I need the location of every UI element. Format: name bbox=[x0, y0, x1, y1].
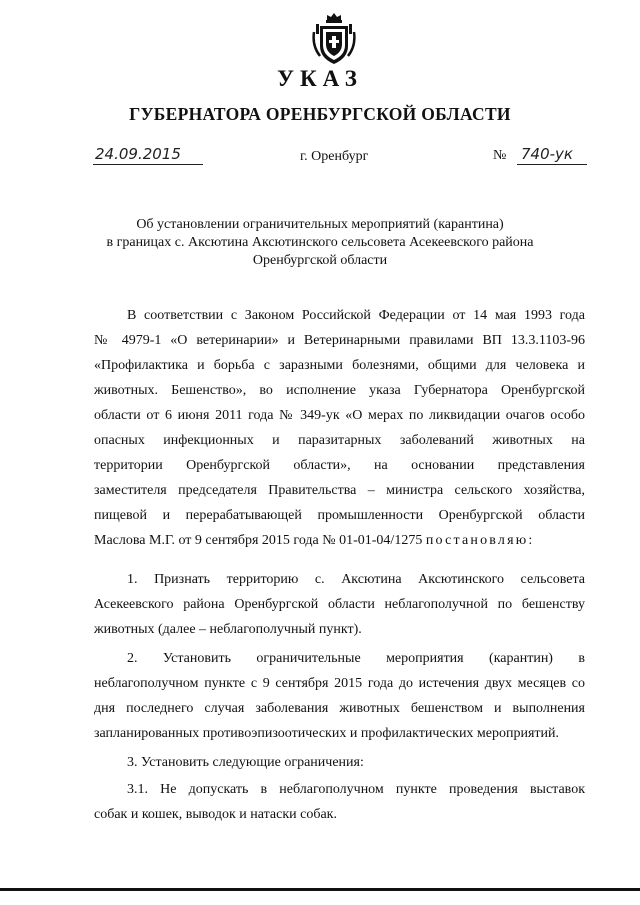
document-subtitle: ГУБЕРНАТОРА ОРЕНБУРГСКОЙ ОБЛАСТИ bbox=[129, 104, 511, 124]
decree-date-field bbox=[93, 146, 203, 165]
paragraph-line: заместителя председателя Правительства – министра сельского хозяйства, bbox=[94, 483, 585, 498]
paragraph-line: № 4979-1 «О ветеринарии» и Ветеринарными правилами ВП 13.3.1103-96 bbox=[94, 333, 585, 348]
heading-line: Оренбургской области bbox=[252, 253, 388, 268]
decree-number: 740-ук bbox=[521, 145, 573, 163]
preamble-paragraph bbox=[94, 303, 585, 553]
decree-date: 24.09.2015 bbox=[95, 145, 181, 163]
decree-heading bbox=[90, 216, 550, 270]
paragraph-line: В соответствии с Законом Российской Федерации от 14 мая 1993 года bbox=[127, 308, 585, 323]
decree-city: г. Оренбург bbox=[300, 149, 369, 164]
paragraph-line: неблагополучном пункте с 9 сентября 2015 года до истечения двух месяцев со bbox=[94, 676, 585, 691]
document-title: УКАЗ bbox=[277, 66, 363, 91]
paragraph-line: опасных инфекционных и паразитарных заболеваний животных на bbox=[94, 433, 585, 448]
coat-of-arms-emblem bbox=[312, 12, 356, 66]
paragraph-line: территории Оренбургской области», на основании представления bbox=[94, 458, 585, 473]
paragraph-line: 1. Признать территорию с. Аксютина Аксютинского сельсовета bbox=[127, 572, 585, 587]
number-sign: № bbox=[493, 148, 507, 163]
paragraph-line: животных. Бешенство», во исполнение указа Губернатора Оренбургской bbox=[94, 383, 585, 398]
decree-number-field bbox=[493, 146, 593, 164]
paragraph-line: Асекеевского района Оренбургской области неблагополучной по бешенству bbox=[94, 597, 585, 612]
decree-word: постановляю: bbox=[425, 533, 535, 548]
paragraph-line: 3. Установить следующие ограничения: bbox=[127, 755, 364, 770]
item-1-paragraph bbox=[94, 567, 585, 642]
decree-number-underline bbox=[517, 146, 587, 165]
paragraph-line: пищевой и перерабатывающей промышленности Оренбургской области bbox=[94, 508, 585, 523]
paragraph-line: 3.1. Не допускать в неблагополучном пункте проведения выставок bbox=[127, 782, 585, 797]
page-bottom-rule bbox=[0, 888, 640, 891]
paragraph-line: собак и кошек, выводок и натаски собак. bbox=[94, 807, 337, 822]
heading-line: Об установлении ограничительных мероприятий (карантина) bbox=[136, 217, 504, 232]
item-2-paragraph bbox=[94, 646, 585, 746]
paragraph-line: запланированных противоэпизоотических и профилактических мероприятий. bbox=[94, 726, 560, 741]
item-3-1-paragraph bbox=[94, 777, 585, 827]
paragraph-line: дня последнего случая заболевания животных бешенством и выполнения bbox=[94, 701, 585, 716]
paragraph-line: 2. Установить ограничительные мероприятия (карантин) в bbox=[127, 651, 585, 666]
paragraph-line: животных (далее – неблагополучный пункт). bbox=[94, 622, 362, 637]
paragraph-last-line bbox=[94, 528, 585, 553]
paragraph-line: области от 6 июня 2011 года № 349-ук «О мерах по ликвидации очагов особо bbox=[94, 408, 585, 423]
paragraph-line: «Профилактика и борьба с заразными болезнями, общими для человека и bbox=[94, 358, 585, 373]
item-3-paragraph bbox=[94, 750, 585, 775]
heading-line: в границах с. Аксютина Аксютинского сельсовета Асекеевского района bbox=[106, 235, 534, 250]
paragraph-line-text: Маслова М.Г. от 9 сентября 2015 года № 01-01-04/1275 bbox=[94, 533, 426, 548]
